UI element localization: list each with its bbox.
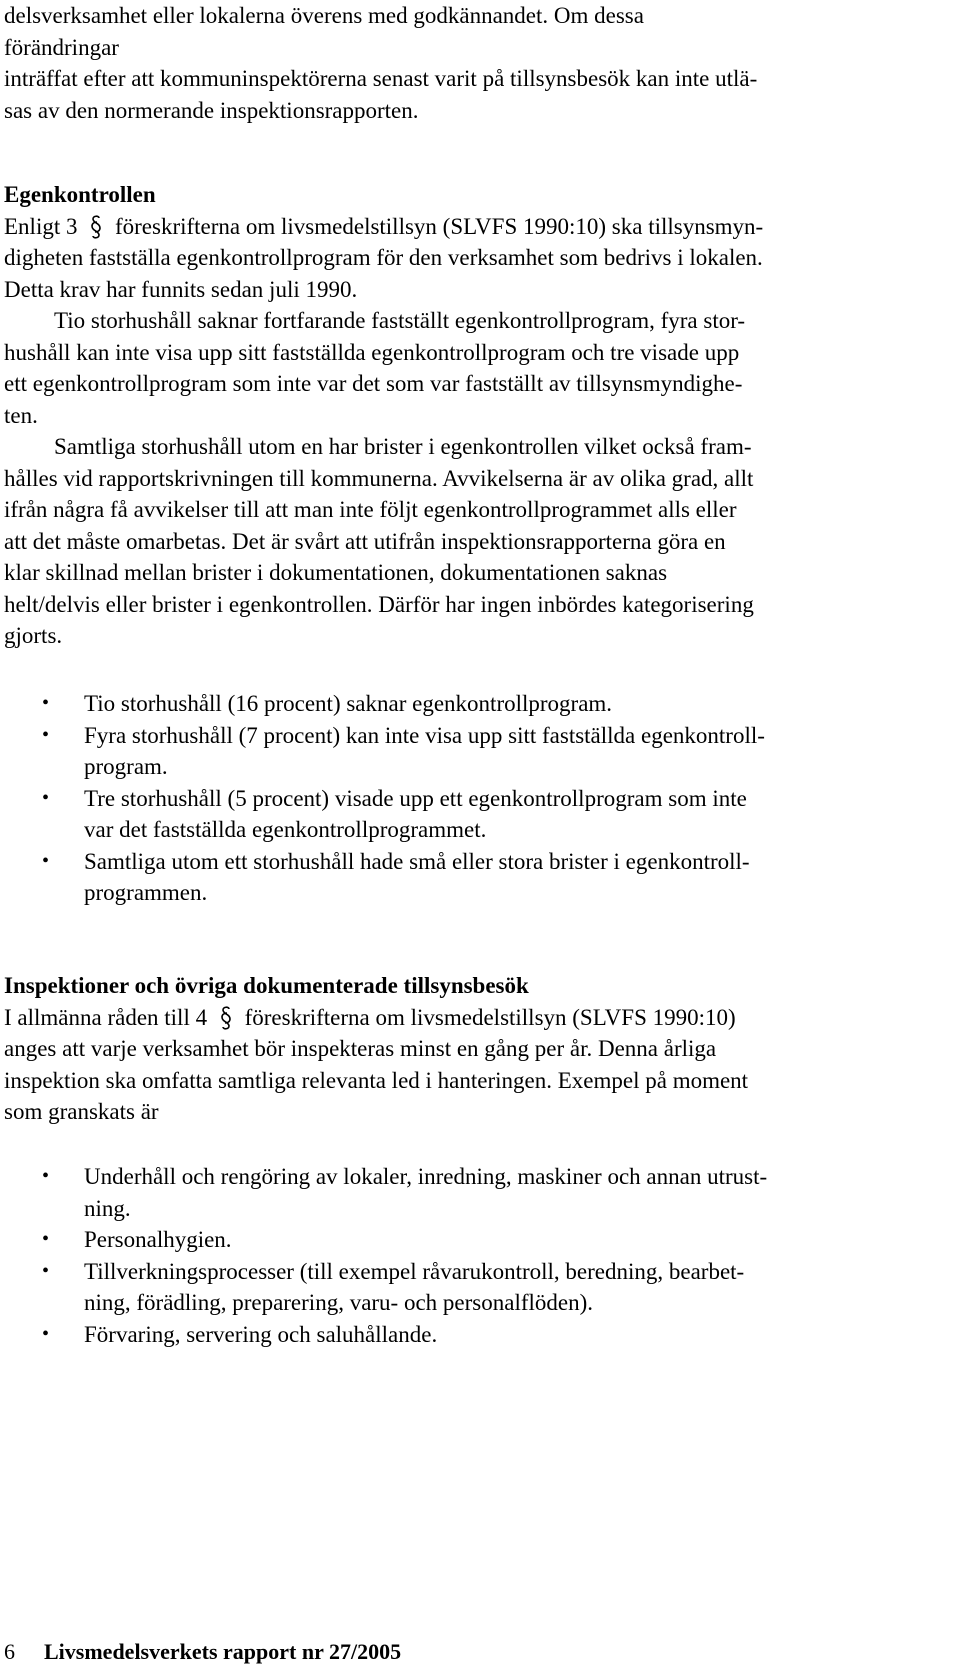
paragraph-line: digheten fastställa egenkontrollprogram för den verksamhet som bedrivs i lokalen. [4,245,763,270]
list-item: • Samtliga utom ett storhushåll hade små eller stora brister i egenkontroll- programmen. [4,846,904,909]
text-run: föreskrifterna om livsmedelstillsyn (SLVFS 1990:10) ska tillsynsmyn- [114,213,764,239]
intro-line: inträffat efter att kommuninspektörerna senast varit på tillsynsbesök kan inte utlä- [4,66,758,91]
bullet-icon: • [42,786,50,809]
list-item: • Tre storhushåll (5 procent) visade upp ett egenkontrollprogram som inte var det fastställda egenkontrollprogrammet. [4,783,904,846]
list-item: • Personalhygien. [4,1224,904,1256]
egenkontroll-section [4,179,904,652]
text-run: föreskrifterna om livsmedelstillsyn (SLVFS 1990:10) [244,1004,736,1030]
paragraph-line [4,211,904,243]
paragraph-line: Samtliga storhushåll utom en har brister i egenkontrollen vilket också fram- [54,434,752,459]
inspektioner-section [4,970,904,1128]
intro-line: delsverksamhet eller lokalerna överens med godkännandet. Om dessa [4,3,644,28]
bullet-icon: • [42,1322,50,1345]
paragraph-line: ett egenkontrollprogram som inte var det som var fastställt av tillsynsmyndighe- [4,371,743,396]
page-number: 6 [4,1639,15,1664]
section-heading: Egenkontrollen [4,182,156,207]
list-item: • Underhåll och rengöring av lokaler, inredning, maskiner och annan utrust- ning. [4,1161,904,1224]
report-title: Livsmedelsverkets rapport nr 27/2005 [44,1639,402,1664]
bullet-icon: • [42,1228,50,1250]
bullet-icon: • [42,692,50,714]
intro-line: förändringar [4,34,119,60]
bullet-icon: • [42,849,50,872]
list-item: • Tio storhushåll (16 procent) saknar egenkontrollprogram. [4,688,904,720]
paragraph-line [4,1002,904,1034]
bullet-icon: • [42,1259,50,1282]
list-item: • Förvaring, servering och saluhållande. [4,1319,904,1351]
paragraph-line: ten. [4,402,38,428]
paragraph-line: inspektion ska omfatta samtliga relevanta led i hanteringen. Exempel på moment [4,1067,749,1093]
text-run: I allmänna råden till 4 [4,1004,208,1030]
intro-line: sas av den normerande inspektionsrapporten. [4,97,419,123]
intro-paragraph [4,0,904,126]
section-heading: Inspektioner och övriga dokumenterade tillsynsbesök [4,973,529,998]
bullet-icon: • [42,1165,50,1187]
paragraph-line: Tio storhushåll saknar fortfarande fastställt egenkontrollprogram, fyra stor- [54,308,746,333]
list-item: • Tillverkningsprocesser (till exempel råvarukontroll, beredning, bearbet- ning, förädling, preparering, varu- och personalflöden). [4,1256,904,1319]
bullet-icon: • [42,723,50,746]
paragraph-line: att det måste omarbetas. Det är svårt att utifrån inspektionsrapporterna göra en [4,528,726,554]
paragraph-line: Detta krav har funnits sedan juli 1990. [4,276,358,302]
inspektioner-bullet-list [4,1161,904,1350]
paragraph-line: som granskats är [4,1099,159,1124]
list-item: • Fyra storhushåll (7 procent) kan inte visa upp sitt fastställda egenkontroll- program. [4,720,904,783]
paragraph-line: helt/delvis eller brister i egenkontrollen. Därför har ingen inbördes kategorisering [4,591,754,617]
paragraph-line: anges att varje verksamhet bör inspekteras minst en gång per år. Denna årliga [4,1036,717,1061]
paragraph-line: ifrån några få avvikelser till att man inte följt egenkontrollprogrammet alls eller [4,497,737,522]
paragraph-line: gjorts. [4,623,63,648]
paragraph-line: hushåll kan inte visa upp sitt fastställda egenkontrollprogram och tre visade upp [4,339,740,365]
paragraph-line: klar skillnad mellan brister i dokumentationen, dokumentationen saknas [4,560,668,585]
section-sign-icon [213,1002,239,1034]
egenkontroll-bullet-list [4,688,904,909]
section-sign-icon [83,211,109,243]
text-run: Enligt 3 [4,213,78,239]
page-footer [4,1636,401,1668]
paragraph-line: hålles vid rapportskrivningen till kommunerna. Avvikelserna är av olika grad, allt [4,465,754,491]
